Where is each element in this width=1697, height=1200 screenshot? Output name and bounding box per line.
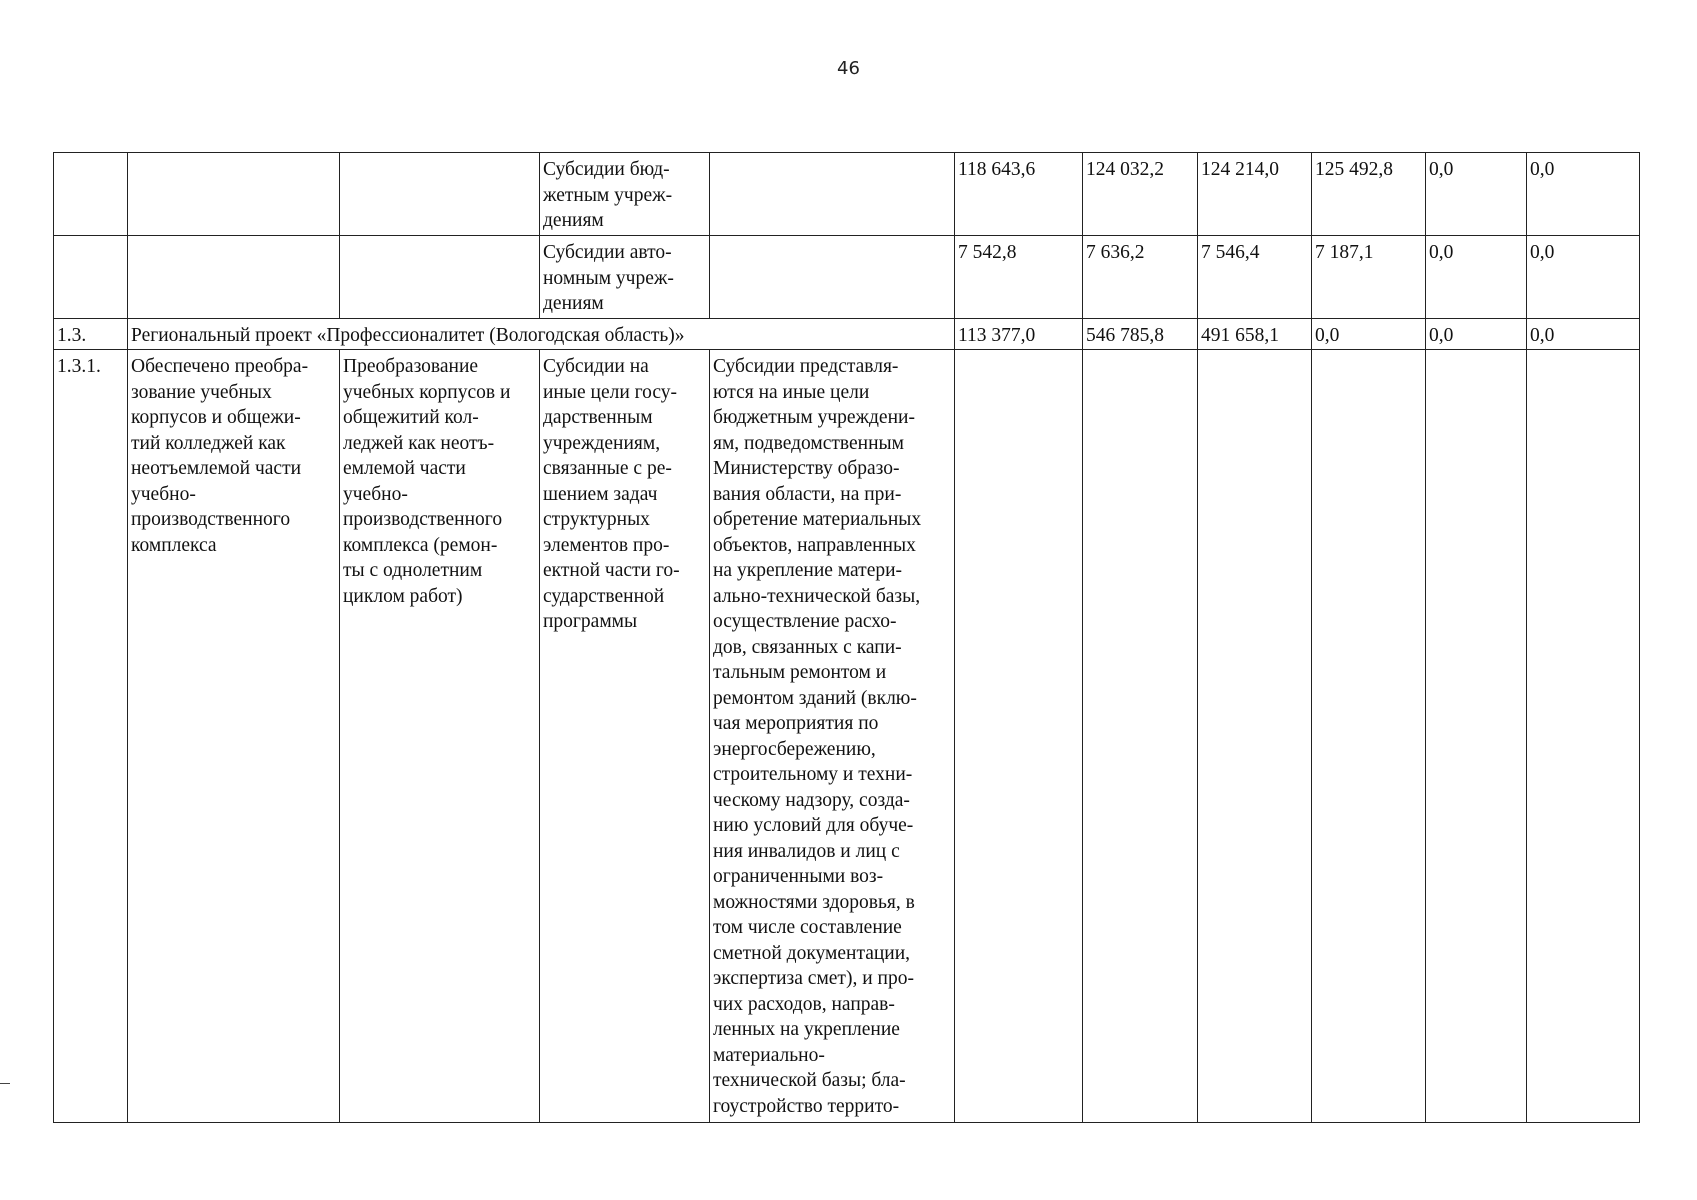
text-line: нию условий для обуче-: [713, 815, 914, 836]
text-line: структурных: [543, 509, 650, 530]
text-line: дениям: [543, 293, 604, 314]
text-line: леджей как неотъ-: [343, 432, 495, 454]
text-line: Субсидии представля-: [713, 356, 899, 377]
project-code: 1.3.: [54, 319, 128, 350]
cell-description: [710, 236, 955, 319]
table-row: [54, 236, 1640, 319]
text-line: материально-: [713, 1044, 825, 1066]
cell-value: 118 643,6: [955, 153, 1083, 236]
text-line: вания области, на при-: [713, 483, 902, 505]
text-line: сударственной: [543, 585, 665, 607]
item-result: [128, 350, 340, 1123]
text-line: на укрепление матери-: [713, 560, 903, 581]
text-line: корпусов и общежи-: [131, 407, 301, 428]
text-line: Министерству образо-: [713, 458, 900, 479]
text-line: элементов про-: [543, 534, 670, 556]
project-row: [54, 319, 1640, 350]
text-line: номным учреж-: [543, 267, 674, 289]
text-line: Субсидии бюд-: [543, 159, 670, 180]
text-line: циклом работ): [343, 585, 463, 607]
item-value: [1312, 350, 1426, 1123]
text-line: ния инвалидов и лиц с: [713, 840, 900, 862]
cell-event: [340, 236, 540, 319]
text-line: осуществление расхо-: [713, 611, 897, 632]
project-value: 0,0: [1527, 319, 1640, 350]
text-line: ленных на укрепление: [713, 1019, 900, 1040]
cell-value: 7 636,2: [1083, 236, 1198, 319]
text-line: тальным ремонтом и: [713, 662, 887, 683]
item-value: [1083, 350, 1198, 1123]
text-line: производственного: [131, 509, 291, 530]
text-line: программы: [543, 611, 638, 632]
text-line: шением задач: [543, 483, 658, 505]
cell-description: [710, 153, 955, 236]
cell-result: [128, 153, 340, 236]
text-line: ограниченными воз-: [713, 866, 884, 887]
text-line: Обеспечено преобра-: [131, 356, 309, 377]
cell-value: 0,0: [1426, 153, 1527, 236]
text-line: Субсидии на: [543, 356, 649, 377]
project-value: 491 658,1: [1198, 319, 1312, 350]
item-description: [710, 350, 955, 1123]
item-event: [340, 350, 540, 1123]
text-line: объектов, направленных: [713, 534, 916, 556]
item-code: 1.3.1.: [54, 350, 128, 1123]
text-line: экспертиза смет), и про-: [713, 968, 914, 989]
text-line: бюджетным учреждени-: [713, 407, 915, 428]
cell-result: [128, 236, 340, 319]
item-value: [1198, 350, 1312, 1123]
text-line: ты с однолетним: [343, 560, 483, 581]
text-line: обретение материальных: [713, 509, 922, 530]
text-line: Преобразование: [343, 356, 479, 377]
text-line: учебных корпусов и: [343, 381, 511, 403]
text-line: дов, связанных с капи-: [713, 636, 902, 658]
cell-code: [54, 153, 128, 236]
item-funding-type: [540, 350, 710, 1123]
text-line: комплекса (ремон-: [343, 534, 498, 556]
text-line: технической базы; бла-: [713, 1070, 906, 1091]
text-line: ются на иные цели: [713, 381, 870, 403]
text-line: неотъемлемой части: [131, 458, 302, 479]
text-line: общежитий кол-: [343, 407, 479, 428]
cell-value: 124 032,2: [1083, 153, 1198, 236]
text-line: гоустройство террито-: [713, 1095, 900, 1117]
cell-funding-type: [540, 236, 710, 319]
scan-edge-mark: [0, 1083, 10, 1084]
text-line: дарственным: [543, 407, 653, 428]
text-line: зование учебных: [131, 381, 272, 403]
text-line: ремонтом зданий (вклю-: [713, 687, 917, 709]
cell-value: 0,0: [1527, 153, 1640, 236]
cell-value: 7 187,1: [1312, 236, 1426, 319]
cell-value: 0,0: [1527, 236, 1640, 319]
text-line: емлемой части: [343, 458, 466, 479]
text-line: чих расходов, направ-: [713, 993, 895, 1015]
text-line: том числе составление: [713, 917, 902, 938]
cell-value: 7 542,8: [955, 236, 1083, 319]
cell-value: 125 492,8: [1312, 153, 1426, 236]
text-line: чая мероприятия по: [713, 713, 879, 734]
cell-funding-type: [540, 153, 710, 236]
text-line: учреждениям,: [543, 432, 661, 454]
text-line: учебно-: [131, 483, 196, 505]
text-line: дениям: [543, 210, 604, 231]
text-line: энергосбережению,: [713, 738, 876, 760]
cell-value: 124 214,0: [1198, 153, 1312, 236]
text-line: жетным учреж-: [543, 184, 673, 206]
table-row: [54, 153, 1640, 236]
budget-table: [53, 152, 1640, 1123]
text-line: комплекса: [131, 534, 217, 556]
text-line: сметной документации,: [713, 942, 911, 964]
cell-event: [340, 153, 540, 236]
text-line: тий колледжей как: [131, 432, 286, 454]
text-line: производственного: [343, 509, 503, 530]
text-line: ектной части го-: [543, 560, 680, 581]
project-value: 546 785,8: [1083, 319, 1198, 350]
project-value: 0,0: [1312, 319, 1426, 350]
text-line: строительному и техни-: [713, 764, 913, 785]
project-title: Региональный проект «Профессионалитет (Вологодская область)»: [128, 319, 955, 350]
project-value: 0,0: [1426, 319, 1527, 350]
item-row: [54, 350, 1640, 1123]
text-line: иные цели госу-: [543, 381, 678, 403]
cell-value: 7 546,4: [1198, 236, 1312, 319]
text-line: Субсидии авто-: [543, 242, 672, 263]
text-line: ческому надзору, созда-: [713, 789, 910, 811]
text-line: связанные с ре-: [543, 458, 672, 479]
page-number: 46: [837, 58, 860, 79]
cell-code: [54, 236, 128, 319]
project-value: 113 377,0: [955, 319, 1083, 350]
text-line: можностями здоровья, в: [713, 891, 915, 913]
item-value: [955, 350, 1083, 1123]
item-value: [1426, 350, 1527, 1123]
text-line: ально-технической базы,: [713, 585, 921, 607]
text-line: учебно-: [343, 483, 408, 505]
cell-value: 0,0: [1426, 236, 1527, 319]
item-value: [1527, 350, 1640, 1123]
text-line: ям, подведомственным: [713, 432, 904, 454]
